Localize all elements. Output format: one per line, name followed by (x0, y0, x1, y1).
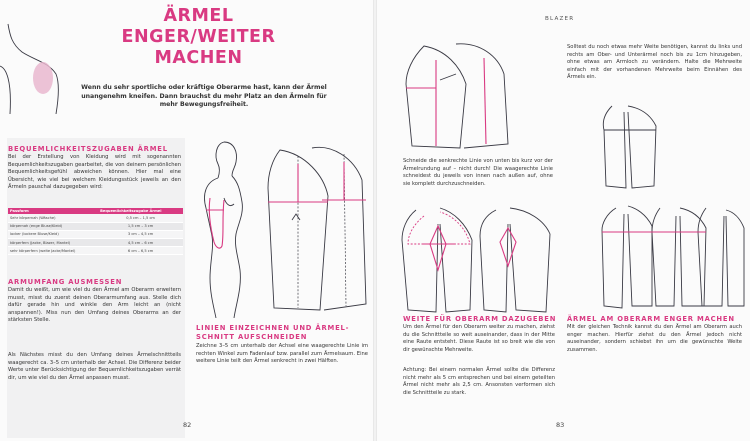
table-cell: 3 cm – 4,5 cm (98, 230, 183, 238)
table-row (8, 222, 183, 230)
section-body-widen-2: Achtung: Bei einem normalen Ärmel sollte die Differenz nicht mehr als 5 cm entsprechen und bei einem geteilten Ärmel nicht mehr als 2,5 cm. Ansonsten verformen sich die Schnittteile zu stark. (403, 367, 555, 396)
table-cell: locker (lockere Bluse/Kleid) (8, 230, 98, 238)
table-header: Bequemlichkeitszugabe Ärmel (98, 208, 183, 214)
chapter-header: BLAZER (545, 16, 575, 22)
table-cell: Sehr körpernah (Wäsche) (8, 214, 98, 222)
comfort-table (8, 208, 183, 255)
table-cell: 6 cm – 6,5 cm (98, 247, 183, 255)
sleeve-cut-pattern (400, 40, 530, 152)
title-line-2: ENGER/WEITER MACHEN (121, 27, 276, 68)
section-body-comfort: Bei der Erstellung von Kleidung wird mit sogenannten Bequemlichkeitszugaben gearbeitet, die von deinem persönlichen Bequemlichkeitsgefühl abweichen können. Hier mal eine Übersicht, wie viel bei welchem Kleidungsstück jeweils an den Ärmeln pauschal dazugegeben wird: (8, 154, 181, 191)
shoulder-highlight (33, 62, 53, 94)
section-body-lines: Zeichne 3–5 cm unterhalb der Achsel eine waagerechte Linie im rechten Winkel zum Fadenlauf bzw. parallel zum Ärmelsaum. Eine weitere Linie teilt den Ärmel senkrecht in zwei Hälften. (196, 343, 368, 365)
table-cell: sehr körperfern (weite Jacke/Mantel) (8, 247, 98, 255)
section-heading-widen: WEITE FÜR OBERARM DAZUGEBEN (403, 315, 557, 323)
section-heading-measure: ARMUMFANG AUSMESSEN (8, 278, 123, 286)
comfort-table-wrap (8, 208, 183, 255)
widened-sleeve-pattern (396, 200, 556, 316)
table-cell: 4,5 cm – 6 cm (98, 238, 183, 246)
table-row (8, 214, 183, 222)
table-cell: 0,5 cm – 1,5 cm (98, 214, 183, 222)
table-row (8, 230, 183, 238)
table-cell: 1,5 cm – 3 cm (98, 222, 183, 230)
table-header: Passform (8, 208, 98, 214)
section-body-measure: Damit du weißt, um wie viel du den Ärmel am Oberarm erweitern musst, misst du zuerst deinen Oberarmumfang aus. Stelle dich dafür gerade hin und winkle den Arm leicht an (nicht anspannen!). Miss nun den Umfang deines Oberarms an der stärksten Stelle. (8, 287, 181, 324)
section-heading-lines (196, 324, 368, 342)
shoulder-illustration (0, 22, 60, 114)
heading-line-2: SCHNITT AUFSCHNEIDEN (196, 333, 308, 341)
title-line-1: ÄRMEL (163, 6, 234, 26)
narrowed-sleeve-patterns (596, 100, 746, 310)
section-body-widen: Um den Ärmel für den Oberarm weiter zu machen, ziehst du die Schnittteile so weit auseinander, dass in der Mitte eine Raute entsteht. Diese Raute ist so breit wie die von dir gewünschte Mehrweite. (403, 324, 555, 353)
section-heading-narrow: ÄRMEL AM OBERARM ENGER MACHEN (567, 315, 735, 323)
section-body-narrow: Mit der gleichen Technik kannst du den Ärmel am Oberarm auch enger machen. Hierfür ziehst du den Ärmel jedoch nicht auseinander, sondern schiebst ihn um die gewünschte Weite zusammen. (567, 324, 742, 353)
page-number-left: 82 (183, 421, 192, 429)
cut-instruction-text: Schneide die senkrechte Linie von unten bis kurz vor der Ärmelrundung auf – nicht durch! Die waagerechte Linie schneidest du jeweils von innen nach außen auf, ohne sie komplett durchzuschneiden. (403, 158, 553, 187)
sleeve-pattern-lines (262, 140, 370, 315)
page-title (96, 6, 301, 69)
heading-line-1: LINIEN EINZEICHNEN UND ÄRMEL- (196, 324, 350, 332)
table-cell: körperfern (Jacke, Blazer, Mantel) (8, 238, 98, 246)
page-number-right: 83 (556, 421, 565, 429)
mannequin-illustration (190, 138, 260, 318)
table-row (8, 247, 183, 255)
section-body-measure-2: Als Nächstes misst du den Umfang deines Ärmelschnittteils waagerecht ca. 3–5 cm unterhalb der Achsel. Die Differenz beider Werte unter Berücksichtigung der Bequemlichkeitszugaben verrät dir, um wie viel du den Ärmel anpassen musst. (8, 352, 181, 381)
section-heading-comfort: BEQUEMLICHKEITSZUGABEN ÄRMEL (8, 145, 168, 153)
page-gutter (373, 0, 377, 441)
intro-text: Wenn du sehr sportliche oder kräftige Oberarme hast, kann der Ärmel unangenehm kneifen. Dann brauchst du mehr Platz an den Ärmeln für mehr Bewegungsfreiheit. (81, 84, 327, 109)
table-cell: körpernah (enge Bluse/Kleid) (8, 222, 98, 230)
extra-width-text: Solltest du noch etwas mehr Weite benötigen, kannst du links und rechts am Ober- und Unterärmel noch bis zu 1cm hinzugeben, ohne etwas am Armloch zu verändern. Halte die Mehrweite einfach mit der vorhandenen Mehrweite beim Einnähen des Ärmels ein. (567, 44, 742, 81)
table-row (8, 238, 183, 246)
